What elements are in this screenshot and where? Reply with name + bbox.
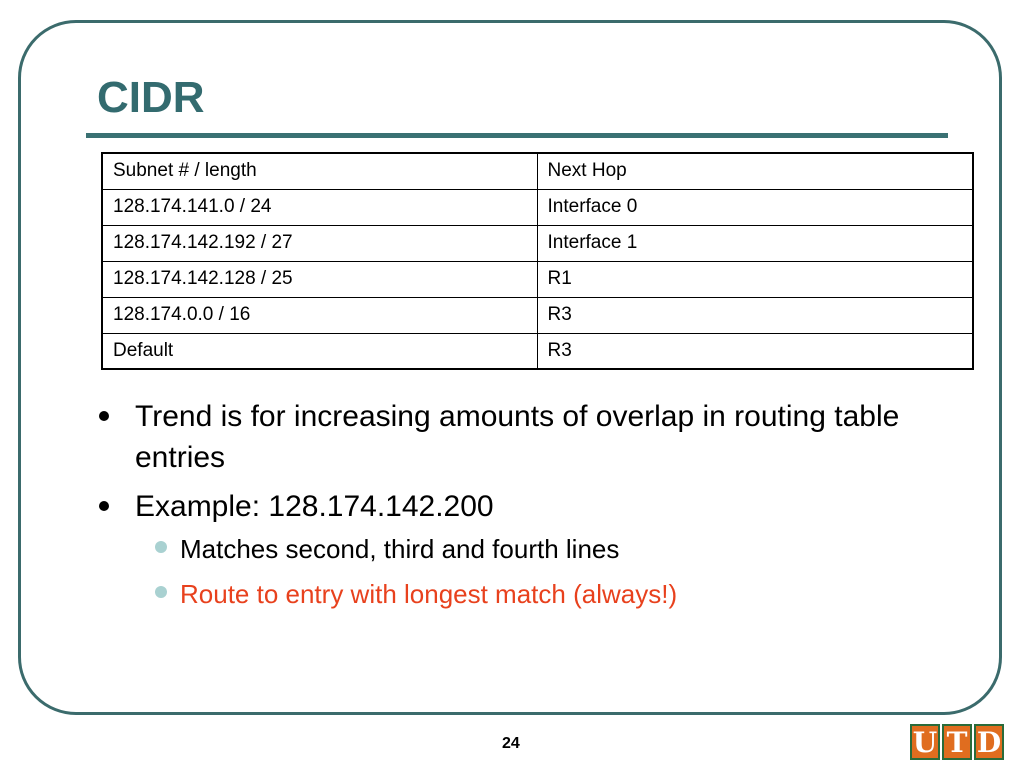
table-cell: Next Hop [537, 153, 973, 189]
sub-bullet-text: Matches second, third and fourth lines [180, 534, 620, 564]
table-row [102, 153, 973, 189]
page-number: 24 [502, 735, 520, 752]
sub-bullet-list [135, 527, 972, 617]
bullet-dot-icon [99, 411, 109, 421]
sub-bullet-item [135, 527, 972, 572]
table-cell: 128.174.141.0 / 24 [102, 189, 537, 225]
table-row [102, 225, 973, 261]
title-underline [86, 133, 948, 138]
table-cell: Subnet # / length [102, 153, 537, 189]
logo-letter: D [974, 724, 1004, 760]
bullet-item [92, 486, 972, 617]
logo-letter: T [942, 724, 972, 760]
table-cell: R3 [537, 297, 973, 333]
table-cell: Default [102, 333, 537, 369]
table-cell: Interface 1 [537, 225, 973, 261]
bullet-dot-icon [99, 501, 109, 511]
sub-bullet-dot-icon [155, 541, 167, 553]
table-row [102, 189, 973, 225]
bullet-text: Example: 128.174.142.200 [135, 490, 494, 523]
utd-logo [910, 724, 1006, 764]
table-cell: Interface 0 [537, 189, 973, 225]
table-row [102, 297, 973, 333]
sub-bullet-text: Route to entry with longest match (always!) [180, 579, 678, 609]
routing-table [101, 152, 974, 370]
table-row [102, 333, 973, 369]
table-cell: R3 [537, 333, 973, 369]
table-cell: 128.174.0.0 / 16 [102, 297, 537, 333]
slide-title: CIDR [97, 73, 205, 122]
table-cell: R1 [537, 261, 973, 297]
table-cell: 128.174.142.192 / 27 [102, 225, 537, 261]
bullet-text: Trend is for increasing amounts of overlap in routing table entries [135, 400, 900, 474]
sub-bullet-item-highlight [135, 572, 972, 617]
bullet-list [92, 396, 972, 625]
table-cell: 128.174.142.128 / 25 [102, 261, 537, 297]
logo-letter: U [910, 724, 940, 760]
bullet-item [92, 396, 972, 478]
sub-bullet-dot-icon [155, 586, 167, 598]
table-row [102, 261, 973, 297]
